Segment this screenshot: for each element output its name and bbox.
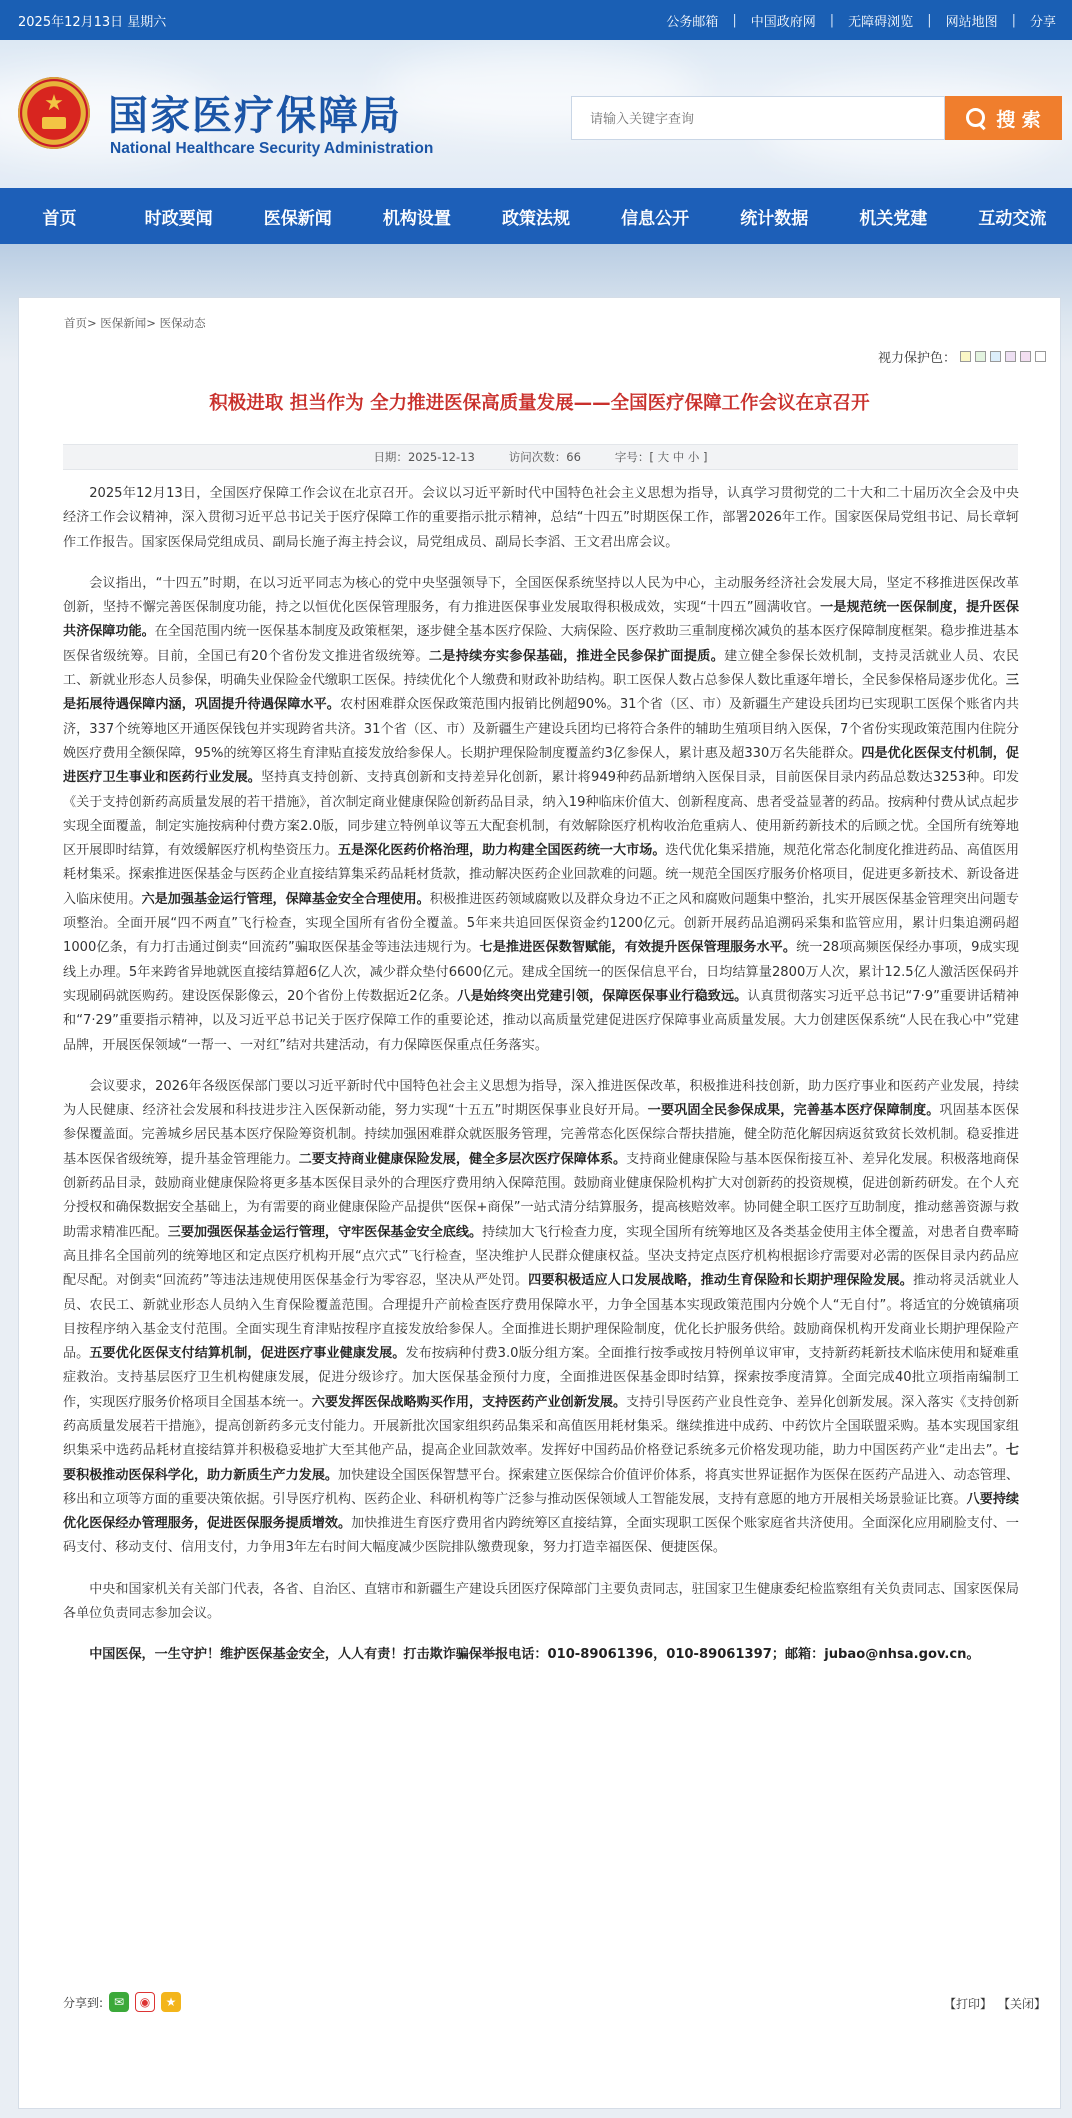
search-button[interactable] <box>945 96 1062 140</box>
font-size-control: 字号：[ 大 中 小 ] <box>614 450 708 464</box>
paragraph-3 <box>63 1075 1019 1561</box>
paragraph-text: 加快推进生育医疗费用省内跨统筹区直接结算，全面实现职工医保个账家庭省共济使用。全面深化应用刷脸支付、一码支付、移动支付、信用支付，力争用3年左右时间大幅度减少医院排队缴费现象，努力打造幸福医保、便捷医保。 <box>63 1516 1019 1556</box>
paragraph-text: 加快建设全国医保智慧平台。探索建立医保综合价值评价体系，将真实世界证据作为医保在医药产品进入、动态管理、移出和立项等方面的重要决策依据。引导医疗机构、医药企业、科研机构等广泛参与推动医保领域人工智能发展，支持有意愿的地方开展相关场景验证比赛。 <box>63 1467 1019 1507</box>
color-swatch-pink[interactable] <box>1020 351 1031 362</box>
key-point-heading: 一是规范统一医保制度，提升医保共济保障功能。 <box>63 600 1019 640</box>
key-point-heading: 三是拓展待遇保障内涵，巩固提升待遇保障水平。 <box>63 673 1019 713</box>
paragraph-2 <box>63 572 1019 1058</box>
search-button-label: 搜 索 <box>996 108 1041 131</box>
star-icon: ★ <box>44 91 64 116</box>
paragraph-text: 支持商业健康保险与基本医保衔接互补、差异化发展。积极落地商保创新药品目录，鼓励商业健康保险将更多基本医保目录外的合理医疗费用纳入保障范围。鼓励商业健康保险机构扩大对创新药的投资规模，促进创新药研发。在个人充分授权和确保数据安全基础上，为有需要的商业健康保险产品提供“医保+商保”一站式清分结算服务，提高核赔效率。协同健全职工医疗互助制度，推动慈善资源与救助需求精准匹配。 <box>63 1151 1020 1240</box>
breadcrumb-home[interactable]: 首页> <box>64 316 97 330</box>
print-button[interactable]: 【打印】 <box>943 1997 992 2011</box>
share-label: 分享到: <box>63 1995 104 2010</box>
site-subtitle: National Healthcare Security Administration <box>110 140 434 157</box>
link-mailbox[interactable]: 公务邮箱 <box>666 14 719 30</box>
key-point-heading: 七要积极推动医保科学化，助力新质生产力发展。 <box>63 1443 1019 1483</box>
nav-news-politics[interactable]: 时政要闻 <box>144 208 213 229</box>
site-title[interactable]: 国家医疗保障局 <box>108 92 402 139</box>
article-card <box>18 297 1061 2109</box>
breadcrumb <box>64 315 206 331</box>
nav-party-building[interactable]: 机关党建 <box>859 208 928 229</box>
link-share[interactable]: 分享 <box>1029 14 1056 30</box>
gate-icon <box>42 117 66 129</box>
key-point-heading: 三要加强医保基金运行管理，守牢医保基金安全底线。 <box>167 1224 483 1240</box>
link-gov-portal[interactable]: 中国政府网 <box>750 14 816 30</box>
nav-interaction[interactable]: 互动交流 <box>978 208 1047 229</box>
paragraph-text: 统一28项高频医保经办事项，9成实现线上办理。5年来跨省异地就医直接结算超6亿人次，减少群众垫付6600亿元。建成全国统一的医保信息平台，日均结算量2800万人次，累计12.5亿人激活医保码并实现刷码就医购药。建设医保影像云，20个省份上传数据近2亿条。 <box>63 940 1019 1004</box>
key-point-heading: 八要持续优化医保经办管理服务，促进医保服务提质增效。 <box>63 1491 1020 1532</box>
key-point-heading: 六要发挥医保战略购买作用，支持医药产业创新发展。 <box>311 1394 627 1410</box>
search-input[interactable] <box>571 96 945 140</box>
key-point-heading: 五是深化医药价格治理，助力构建全国医药统一大市场。 <box>338 843 666 859</box>
article-actions <box>944 1995 1046 2012</box>
nav-organization[interactable]: 机构设置 <box>382 208 451 229</box>
paragraph-text: 农村困难群众医保政策范围内报销比例超90%。31个省（区、市）及新疆生产建设兵团均已实现职工医保个账省内共济，337个统筹地区开通医保钱包并实现跨省共济。31个省（区、市）及新疆生产建设兵团均已将符合条件的辅助生殖项目纳入医保，7个省份实现政策范围内住院分娩医疗费用全额保障，95%的统筹区将生育津贴直接发放给参保人。长期护理保险制度覆盖约3亿参保人，累计惠及超330万名失能群众。 <box>63 697 1019 761</box>
paragraph-text: 会议指出，“十四五”时期，在以习近平同志为核心的党中央坚强领导下，全国医保系统坚持以人民为中心，主动服务经济社会发展大局，坚定不移推进医保改革创新，坚持不懈完善医保制度功能，持之以恒优化医保管理服务，有力推进医保事业发展取得积极成效，实现“十四五”圆满收官。 <box>63 575 1019 616</box>
key-point-heading: 二是持续夯实参保基础，推进全民参保扩面提质。 <box>428 648 725 664</box>
paragraph-text: 在全国范围内统一医保基本制度及政策框架，逐步健全基本医疗保险、大病保险、医疗救助三重制度梯次减负的基本医疗保障制度框架。稳步推进基本医保省级统筹。目前，全国已有20个省份发文推进省级统筹。 <box>63 624 1019 664</box>
link-sitemap[interactable]: 网站地图 <box>945 14 998 30</box>
top-bar <box>0 0 1072 40</box>
key-point-heading: 六是加强基金运行管理，保障基金安全合理使用。 <box>141 891 430 907</box>
breadcrumb-current[interactable]: 医保动态 <box>159 316 206 330</box>
paragraph-4: 中央和国家机关有关部门代表，各省、自治区、直辖市和新疆生产建设兵团医疗保障部门主要负责同志，驻国家卫生健康委纪检监察组有关负责同志、国家医保局各单位负责同志参加会议。 <box>63 1581 1019 1622</box>
color-swatch-blue[interactable] <box>990 351 1001 362</box>
nav-healthcare-news[interactable]: 医保新闻 <box>263 208 332 229</box>
main-nav <box>0 188 1072 244</box>
key-point-heading: 五要优化医保支付结算机制，促进医疗事业健康发展。 <box>89 1346 406 1362</box>
divider: | <box>1011 12 1016 28</box>
key-point-heading: 二要支持商业健康保险发展，健全多层次医疗保障体系。 <box>298 1151 627 1167</box>
paragraph-text: 坚持真支持创新、支持真创新和支持差异化创新，累计将949种药品新增纳入医保目录，目前医保目录内药品总数达3253种。印发《关于支持创新药高质量发展的若干措施》，首次制定商业健康保险创新药品目录，纳入19种临床价值大、创新程度高、患者受益显著的药品。按病种付费从试点起步实现全面覆盖，制定实施按病种付费方案2.0版，同步建立特例单议等五大配套机制，有效解除医疗机构收治危重病人、使用新药新技术的后顾之忧。全国所有统筹地区开展即时结算，有效缓解医疗机构垫资压力。 <box>63 770 1020 859</box>
visit-count: 访问次数：66 <box>508 450 581 464</box>
color-swatch-yellow[interactable] <box>960 351 971 362</box>
font-size-large[interactable]: 大 <box>657 450 670 464</box>
article-meta <box>63 444 1018 470</box>
weibo-icon[interactable]: ◉ <box>135 1992 155 2012</box>
font-size-small[interactable]: 小 <box>687 450 700 464</box>
nav-statistics[interactable]: 统计数据 <box>740 208 809 229</box>
key-point-heading: 一要巩固全民参保成果，完善基本医疗保障制度。 <box>647 1103 940 1119</box>
share-bar <box>63 1992 181 2012</box>
paragraph-text: 迭代优化集采措施，规范化常态化制度化推进药品、高值医用耗材集采。探索推进医保基金与医药企业直接结算集采药品耗材货款，推动解决医药企业回款难的问题。统一规范全国医疗服务价格项目，促进更多新技术、新设备进入临床使用。 <box>63 843 1020 907</box>
article-title: 积极进取 担当作为 全力推进医保高质量发展——全国医疗保障工作会议在京召开 <box>209 393 870 414</box>
vision-protection <box>878 347 1046 366</box>
report-hotline: 中国医保，一生守护！维护医保基金安全，人人有责！打击欺诈骗保举报电话：010-89061396，010-89061397；邮箱：jubao@nhsa.gov.cn。 <box>89 1647 980 1663</box>
color-swatch-green[interactable] <box>975 351 986 362</box>
current-date: 2025年12月13日 星期六 <box>18 14 167 30</box>
link-accessibility[interactable]: 无障碍浏览 <box>848 14 914 30</box>
national-emblem-icon[interactable] <box>18 77 90 149</box>
color-swatch-white[interactable] <box>1035 351 1046 362</box>
paragraph-text: 认真贯彻落实习近平总书记“7·9”重要讲话精神和“7·29”重要指示精神，以及习近平总书记关于医疗保障工作的重要论述，推动以高质量党建促进医疗保障事业高质量发展。大力创建医保系统“人民在我心中”党建品牌，开展医保领域“一帮一、一对红”结对共建活动，有力保障医保重点任务落实。 <box>63 988 1020 1053</box>
vision-label: 视力保护色： <box>877 351 956 366</box>
paragraph-1: 2025年12月13日，全国医疗保障工作会议在北京召开。会议以习近平新时代中国特色社会主义思想为指导，认真学习贯彻党的二十大和二十届历次全会及中央经济工作会议精神，深入贯彻习近平总书记关于医疗保障工作的重要指示批示精神，总结“十四五”时期医保工作，部署2026年工作。国家医保局党组书记、局长章轲作工作报告。国家医保局党组成员、副局长施子海主持会议，局党组成员、副局长李滔、王文君出席会议。 <box>63 486 1019 550</box>
font-size-medium[interactable]: 中 <box>672 450 685 464</box>
paragraph-text: 巩固基本医保参保覆盖面。完善城乡居民基本医疗保险筹资机制。持续加强困难群众就医服务管理，完善常态化医保综合帮扶措施，健全防范化解因病返贫致贫长效机制。稳妥推进基本医保省级统筹，提升基金管理能力。 <box>63 1103 1019 1167</box>
paragraph-text: 建立健全参保长效机制，支持灵活就业人员、农民工、新就业形态人员参保，明确失业保险金代缴职工医保。持续优化个人缴费和财政补助结构。职工医保人数占总参保人数比重逐年增长，全民参保格局逐步优化。 <box>63 648 1020 689</box>
divider: | <box>732 12 737 28</box>
key-point-heading: 七是推进医保数智赋能，有效提升医保管理服务水平。 <box>479 940 797 956</box>
search-icon <box>966 108 986 128</box>
color-swatch-purple[interactable] <box>1005 351 1016 362</box>
divider: | <box>829 12 835 28</box>
paragraph-text: 持续加大飞行检查力度，实现全国所有统筹地区及各类基金使用主体全覆盖，对患者自费率畸高且排名全国前列的统筹地区和定点医疗机构开展“点穴式”飞行检查，坚决维护人民群众健康权益。坚决支持定点医疗机构根据诊疗需要对必需的医保目录内药品应配尽配。对倒卖“回流药”等违法违规使用医保基金行为零容忍，坚决从严处罚。 <box>63 1224 1020 1289</box>
paragraph-text: 发布按病种付费3.0版分组方案。全面推行按季或按月特例单议审审，支持新药耗新技术临床使用和疑难重症救治。支持基层医疗卫生机构健康发展，促进分级诊疗。加大医保基金预付力度，全面推进医保基金即时结算，探索按季度清算。全面完成40批立项指南编制工作，实现医疗服务价格项目全国基本统一。 <box>63 1346 1020 1410</box>
key-point-heading: 四要积极适应人口发展战略，推动生育保险和长期护理保险发展。 <box>528 1273 913 1289</box>
breadcrumb-news[interactable]: 医保新闻> <box>100 316 156 330</box>
nav-info-disclosure[interactable]: 信息公开 <box>621 208 690 229</box>
article-body <box>63 482 1019 1685</box>
paragraph-text: 积极推进医药领域腐败以及群众身边不正之风和腐败问题集中整治，扎实开展医保基金管理突出问题专项整治。全面开展“四不两直”飞行检查，实现全国所有省份全覆盖。5年来共追回医保资金约1200亿元。创新开展药品追溯码采集和监管应用，累计归集追溯码超1000亿条，有力打击通过倒卖“回流药”骗取医保基金等违法违规行为。 <box>63 891 1019 956</box>
close-button[interactable]: 【关闭】 <box>997 1997 1046 2011</box>
article-date: 日期：2025-12-13 <box>373 450 475 464</box>
wechat-icon[interactable]: ✉ <box>109 1992 129 2012</box>
paragraph-text: 会议要求，2026年各级医保部门要以习近平新时代中国特色社会主义思想为指导，深入推进医保改革，积极推进科技创新，助力医疗事业和医药产业发展，持续为人民健康、经济社会发展和科技进步注入医保新动能，努力实现“十五五”时期医保事业良好开局。 <box>63 1078 1019 1119</box>
top-links <box>652 11 1056 30</box>
paragraph-text: 推动将灵活就业人员、农民工、新就业形态人员纳入生育保险覆盖范围。合理提升产前检查医疗费用保障水平，力争全国基本实现政策范围内分娩个人“无自付”。将适宜的分娩镇痛项目按程序纳入基金支付范围。全面实现生育津贴按程序直接发放给参保人。全面推进长期护理保险制度，优化长护服务供给。鼓励商保机构开发商业长期护理保险产品。 <box>63 1273 1019 1362</box>
nav-policies[interactable]: 政策法规 <box>501 208 570 229</box>
paragraph-text: 支持引导医药产业良性竞争、差异化创新发展。深入落实《支持创新药高质量发展若干措施》，提高创新药多元支付能力。开展新批次国家组织药品集采和高值医用耗材集采。继续推进中成药、中药饮片全国联盟采购。基本实现国家组织集采中选药品耗材直接结算并积极稳妥地扩大至其他产品，提高企业回款效率。发挥好中国药品价格登记系统多元价格发现功能，助力中国医药产业“走出去”。 <box>63 1394 1020 1459</box>
key-point-heading: 八是始终突出党建引领，保障医保事业行稳致远。 <box>457 988 748 1004</box>
key-point-heading: 四是优化医保支付机制，促进医疗卫生事业和医药行业发展。 <box>63 745 1019 786</box>
qzone-icon[interactable]: ★ <box>161 1992 181 2012</box>
nav-home[interactable]: 首页 <box>42 208 77 229</box>
divider: | <box>927 12 932 28</box>
